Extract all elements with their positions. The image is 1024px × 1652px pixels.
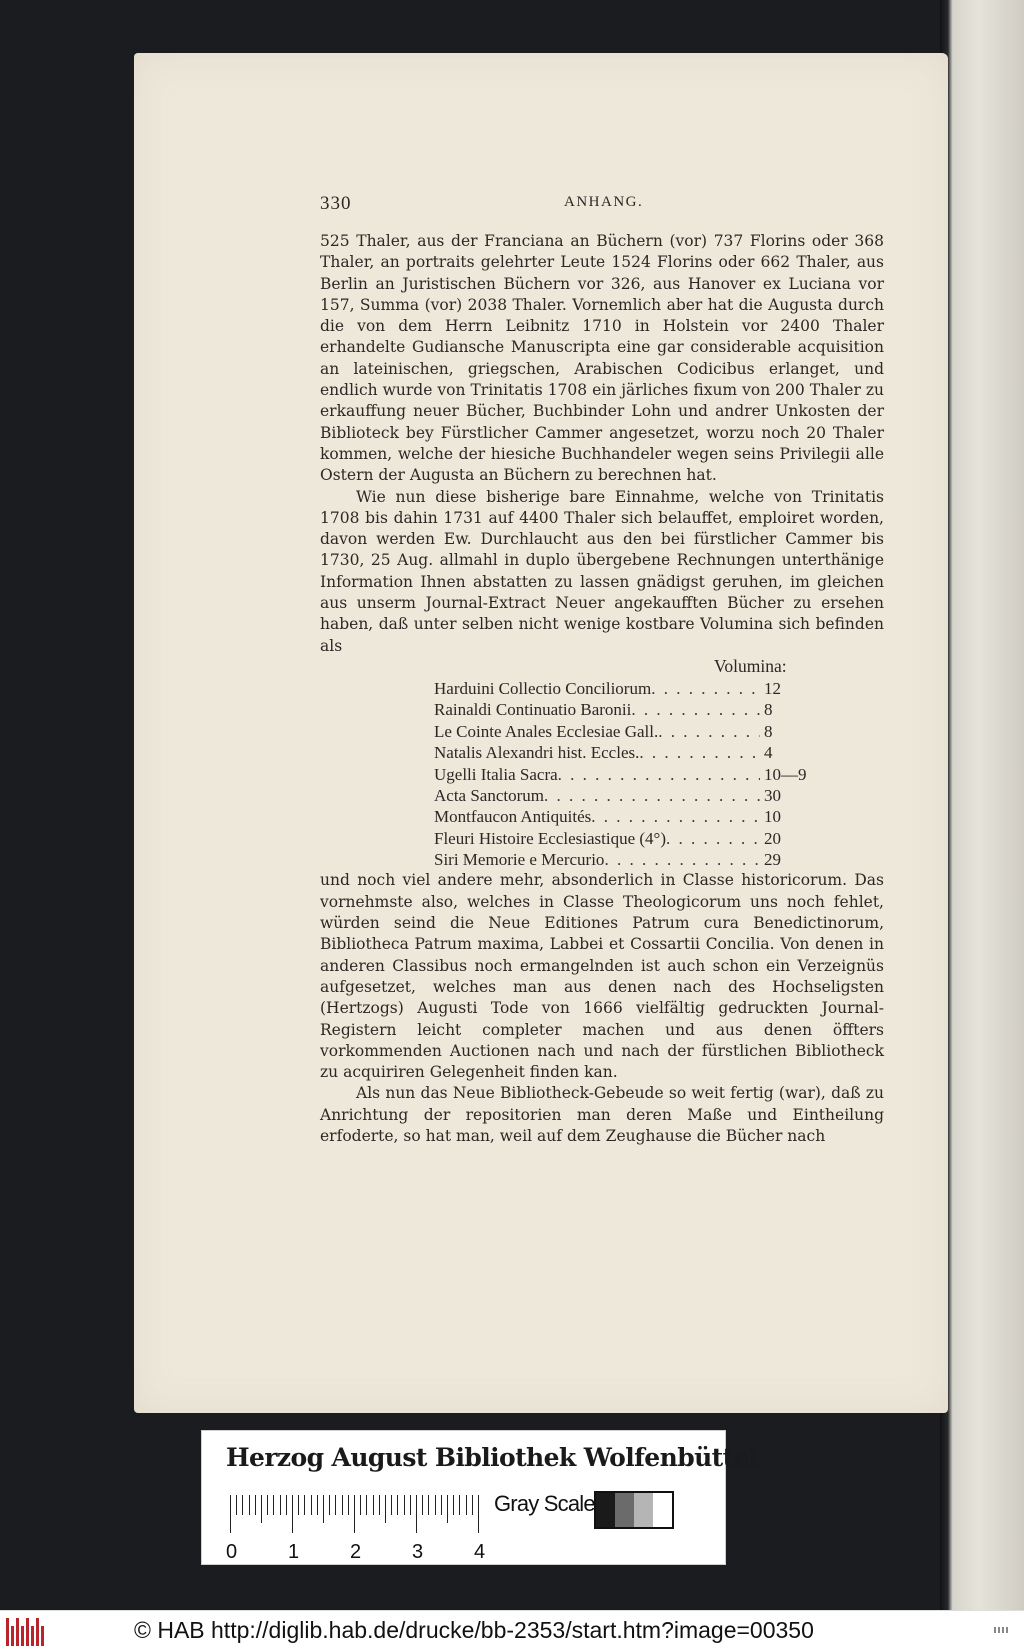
ruler-tick	[459, 1495, 460, 1515]
volume-row	[434, 721, 814, 742]
paragraph-2: Wie nun diese bisherige bare Einnahme, welche von Trinitatis 1708 bis dahin 1731 auf 4400 Thaler sich belauffet, emploiret worden, davon werden Ew. Durchlaucht aus den bei fürstlicher Cammer bis 1730, 25 Aug. allmahl in duplo übergebene Rechnungen unterthänige Information Ihnen abstatten zu lassen gnädigst geruhen, im gleichen aus unserm Journal-Extract Neuer angekaufften Bücher zu ersehen haben, daß unter selben nicht wenige kostbare Volumina sich befinden als	[320, 487, 884, 655]
volume-title: Fleuri Histoire Ecclesiastique (4°)	[434, 828, 666, 848]
ruler-tick	[261, 1495, 262, 1523]
volume-count: 10	[764, 807, 781, 827]
page-content	[320, 193, 884, 1147]
logo-bar	[36, 1618, 39, 1646]
volume-count: 12	[764, 678, 781, 698]
gray-swatch	[615, 1493, 634, 1527]
ruler-tick	[317, 1495, 318, 1515]
hab-logo-icon	[6, 1618, 46, 1646]
library-color-strip	[201, 1430, 758, 1565]
leader-dots	[544, 785, 760, 806]
volume-count: 20	[764, 828, 781, 848]
ruler-tick	[435, 1495, 436, 1515]
ruler-tick	[298, 1495, 299, 1515]
volumes-list	[434, 678, 884, 871]
ruler-tick	[249, 1495, 250, 1515]
ruler-tick	[236, 1495, 237, 1515]
paragraph-1: 525 Thaler, aus der Franciana an Büchern (vor) 737 Florins oder 368 Thaler, an portraits gelehrter Leute 1524 Florins oder 662 Thaler, aus Berlin an Juristischen Büchern vor 326, aus Hanover ex Luciana vor 157, Summa (vor) 2038 Thaler. Vornemlich aber hat die Augusta durch die von dem Herrn Leibnitz 1710 in Holstein vor 2400 Thaler erhandelte Gudiansche Manuscripta eine gar considerable acquisition an lateinischen, griegschen, Arabischen Codicibus erlanget, und endlich wurde von Trinitatis 1708 ein järliches fixum von 200 Thaler zu erkauffung neuer Bücher, Buchbinder Lohn und andrer Unkosten der Biblioteck bey Fürstlicher Cammer angesetzet, worzu noch 20 Thaler kommen, welche der hiesiche Buchhandeler wegen seins Privilegii alle Ostern der Augusta an Büchern zu berechnen hat.	[320, 232, 884, 485]
volume-row	[434, 785, 814, 806]
volume-title: Montfaucon Antiquités	[434, 807, 592, 827]
ruler-tick	[329, 1495, 330, 1515]
logo-bar	[21, 1626, 24, 1646]
ruler-tick	[428, 1495, 429, 1515]
ruler-tick	[280, 1495, 281, 1515]
ruler-tick	[453, 1495, 454, 1515]
ruler-tick	[410, 1495, 411, 1515]
volume-count: 10—9	[764, 764, 807, 784]
ruler-tick	[335, 1495, 336, 1515]
ruler-tick	[323, 1495, 324, 1523]
ruler-tick	[286, 1495, 287, 1515]
volume-row	[434, 699, 814, 720]
volume-row	[434, 849, 814, 870]
footer-copyright-url[interactable]: © HAB http://diglib.hab.de/drucke/bb-2353/start.htm?image=00350	[134, 1617, 814, 1643]
leader-dots	[658, 721, 760, 742]
ruler-tick	[348, 1495, 349, 1515]
ruler-label: 3	[412, 1541, 424, 1563]
ruler-tick	[379, 1495, 380, 1515]
paragraph-3: und noch viel andere mehr, absonderlich in Classe historicorum. Das vornehmste also, welches in Classe Theologicorum uns noch fehlet, würden seind die Neue Editiones Patrum cura Benedictinorum, Bibliotheca Patrum maxima, Labbei et Cossartii Concilia. Von denen in anderen Classibus noch ermangelnden ist auch schon ein Verzeignüs aufgesetzet, welches man aus denen nach des Hochseligsten (Hertzogs) Augusti Tode von 1666 vielfältig gedruckten Journal-Registern leicht completer machen und aus denen öffters vorkommenden Auctionen nach und nach der fürstlichen Bibliotheck zu acquiriren Gelegenheit finden kan.	[320, 871, 884, 1082]
ruler-tick	[391, 1495, 392, 1515]
ruler-tick	[273, 1495, 274, 1515]
volume-title: Siri Memorie e Mercurio	[434, 850, 605, 870]
measurement-ruler	[226, 1495, 486, 1563]
section-title: ANHANG.	[564, 194, 644, 210]
ruler-tick	[404, 1495, 405, 1515]
ruler-tick	[267, 1495, 268, 1515]
volumes-header: Volumina:	[714, 655, 787, 676]
leader-dots	[639, 742, 760, 763]
gray-scale-label: Gray Scale	[494, 1491, 595, 1516]
volume-row	[434, 806, 814, 827]
volume-row	[434, 742, 814, 763]
ruler-tick	[354, 1495, 355, 1533]
logo-bar	[41, 1626, 44, 1646]
volume-count: 8	[764, 700, 773, 720]
ruler-tick	[397, 1495, 398, 1515]
gray-swatch	[634, 1493, 653, 1527]
footer-mark-icon	[994, 1627, 1010, 1633]
gray-swatch	[596, 1493, 615, 1527]
ruler-tick	[292, 1495, 293, 1533]
leader-dots	[591, 806, 760, 827]
leader-dots	[558, 764, 760, 785]
book-cover-right	[948, 0, 1024, 1610]
ruler-tick	[304, 1495, 305, 1515]
ruler-tick	[447, 1495, 448, 1523]
volume-count: 4	[764, 743, 773, 763]
leader-dots	[666, 828, 760, 849]
volume-row	[434, 678, 814, 699]
library-name: Herzog August Bibliothek Wolfenbüttel	[226, 1443, 758, 1472]
ruler-tick	[422, 1495, 423, 1515]
gray-swatch	[653, 1493, 672, 1527]
running-head	[320, 193, 884, 231]
volume-title: Rainaldi Continuatio Baronii	[434, 700, 632, 720]
ruler-label: 4	[474, 1541, 486, 1563]
logo-bar	[26, 1618, 29, 1646]
logo-bar	[16, 1618, 19, 1646]
ruler-tick	[373, 1495, 374, 1515]
leader-dots	[604, 849, 760, 870]
page-number: 330	[320, 193, 352, 214]
ruler-tick	[311, 1495, 312, 1515]
leader-dots	[631, 699, 760, 720]
logo-bar	[11, 1626, 14, 1646]
ruler-tick	[230, 1495, 231, 1533]
ruler-label: 0	[226, 1541, 238, 1563]
leader-dots	[651, 678, 760, 699]
paragraph-4: Als nun das Neue Bibliotheck-Gebeude so weit fertig (war), daß zu Anrichtung der repositorien man deren Maße und Eintheilung erfoderte, so hat man, weil auf dem Zeughause die Bücher nach	[320, 1084, 884, 1146]
volume-count: 8	[764, 721, 773, 741]
ruler-tick	[255, 1495, 256, 1515]
ruler-tick	[472, 1495, 473, 1515]
ruler-label: 2	[350, 1541, 362, 1563]
volume-title: Harduini Collectio Conciliorum	[434, 678, 652, 698]
viewer-footer	[0, 1610, 1024, 1652]
ruler-tick	[478, 1495, 479, 1533]
ruler-label: 1	[288, 1541, 300, 1563]
ruler-tick	[416, 1495, 417, 1533]
logo-bar	[6, 1618, 9, 1646]
ruler-tick	[466, 1495, 467, 1515]
ruler-tick	[360, 1495, 361, 1515]
volume-title: Natalis Alexandri hist. Eccles.	[434, 743, 640, 763]
logo-bar	[31, 1626, 34, 1646]
volume-row	[434, 764, 814, 785]
volume-title: Ugelli Italia Sacra	[434, 764, 558, 784]
volume-title: Le Cointe Anales Ecclesiae Gall.	[434, 721, 659, 741]
gray-scale-swatches	[594, 1491, 674, 1529]
volume-row	[434, 828, 814, 849]
ruler-tick	[441, 1495, 442, 1515]
ruler-tick	[242, 1495, 243, 1515]
volume-count: 29	[764, 850, 781, 870]
ruler-tick	[366, 1495, 367, 1515]
ruler-tick	[385, 1495, 386, 1523]
volume-count: 30	[764, 785, 781, 805]
ruler-tick	[342, 1495, 343, 1515]
volume-title: Acta Sanctorum	[434, 785, 544, 805]
